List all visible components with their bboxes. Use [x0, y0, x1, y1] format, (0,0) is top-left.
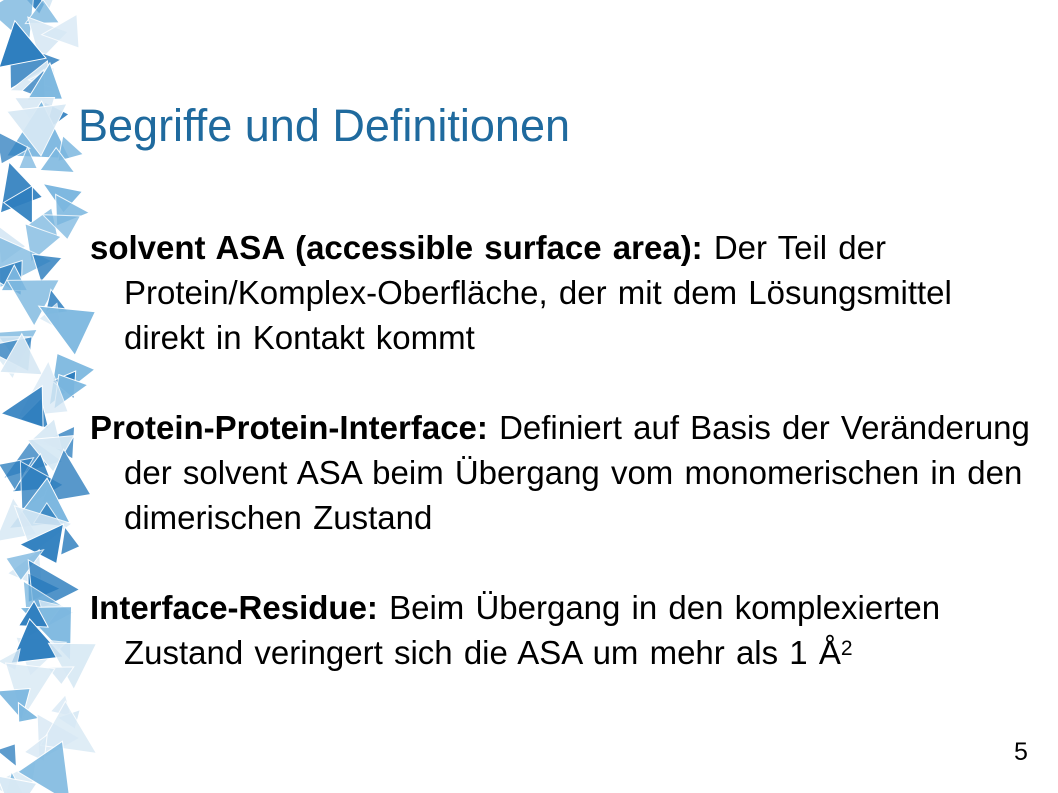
definition-term: solvent ASA (accessible surface area):: [90, 229, 703, 266]
definition-text: Beim Übergang in den komplexierten Zustand veringert sich die ASA um mehr als 1 Å: [124, 589, 941, 671]
definition-solvent-asa: [90, 225, 1040, 360]
definition-text: Definiert auf Basis der Veränderung der solvent ASA beim Übergang vom monomerischen in den dimerischen Zustand: [124, 409, 1030, 536]
definition-text: Der Teil der Protein/Komplex-Oberfläche, der mit dem Lösungsmittel direkt in Kontakt kommt: [124, 229, 952, 356]
definition-interface-residue: [90, 585, 1040, 675]
definitions-list: [90, 225, 1040, 675]
decorative-triangle: [0, 744, 16, 767]
decorative-triangle: [32, 254, 62, 282]
decorative-triangle: [61, 527, 80, 555]
definition-term: Interface-Residue:: [90, 589, 378, 626]
superscript: 2: [840, 637, 853, 660]
decorative-triangle: [1, 386, 43, 428]
definition-term: Protein-Protein-Interface:: [90, 409, 488, 446]
slide-title: Begriffe und Definitionen: [78, 100, 571, 151]
decorative-triangle: [39, 306, 96, 355]
page-number: 5: [1014, 738, 1028, 766]
definition-protein-interface: [90, 405, 1040, 540]
